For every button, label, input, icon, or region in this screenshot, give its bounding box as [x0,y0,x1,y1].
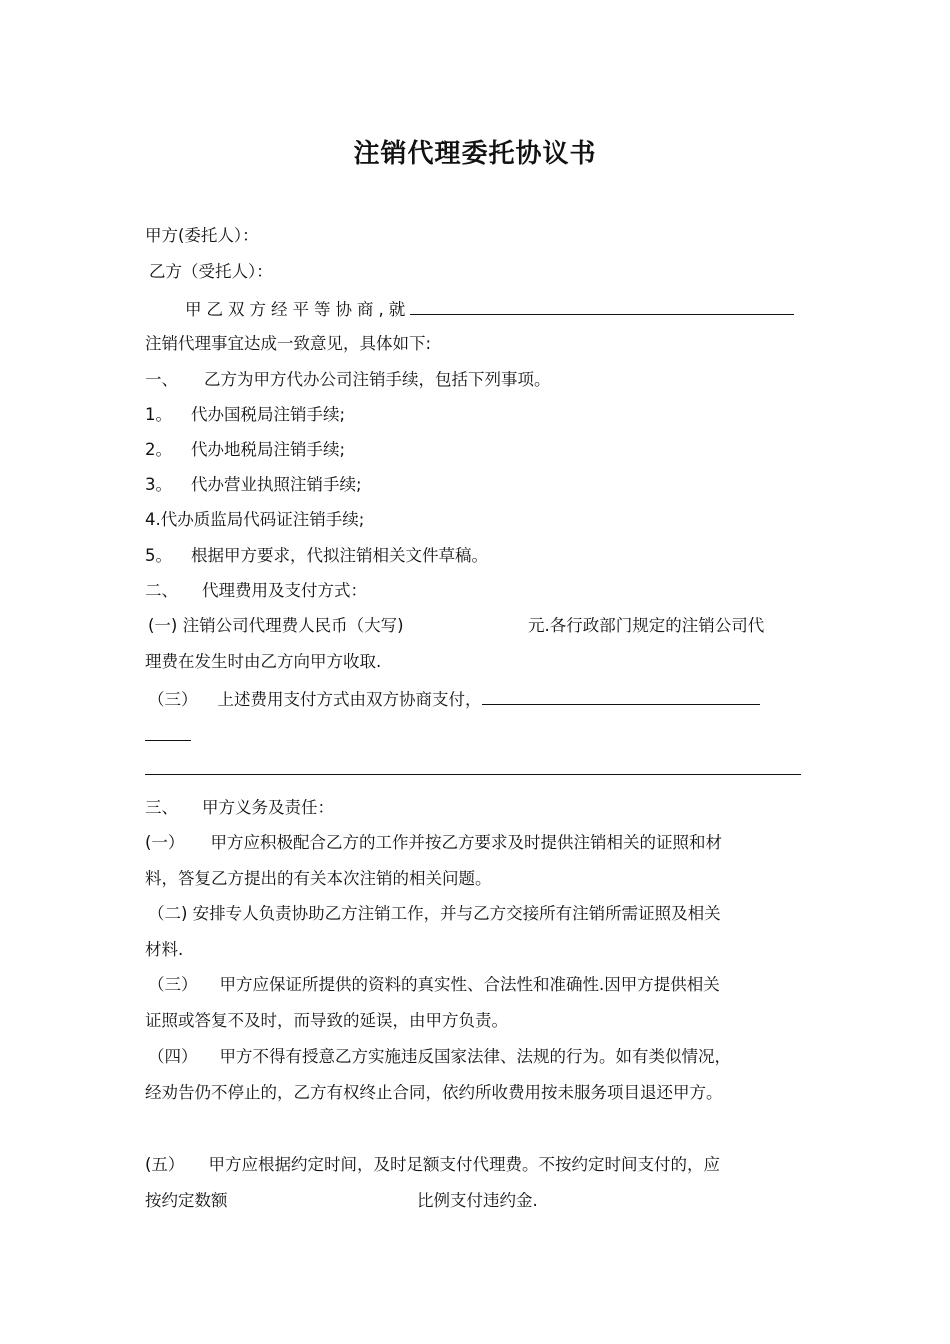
clause-3-5-cont-left: 按约定数额 [145,1191,228,1210]
section-text: 代理费用及支付方式： [202,581,367,600]
intro-line-1 [185,296,794,322]
blank-underline [145,756,801,775]
item-text: 代办国税局注销手续; [191,405,346,424]
blank-underline [482,686,760,705]
intro-text: 甲乙双方经平等协商,就 [185,300,411,319]
list-item [145,544,488,568]
clause-number: (五） [145,1155,185,1174]
blank-underline [145,722,191,741]
list-item [145,508,364,532]
section-number: 三、 [145,798,178,817]
clause-3-4-cont: 经劝告仍不停止的，乙方有权终止合同，依约所收费用按未服务项目退还甲方。 [145,1083,723,1102]
clause-3-4 [148,1045,731,1069]
item-text: 4.代办质监局代码证注销手续; [145,510,365,529]
clause-2-1-right: 元.各行政部门规定的注销公司代 [528,616,765,635]
item-text: 代办地税局注销手续; [191,440,346,459]
clause-2-1-cont: 理费在发生时由乙方向甲方收取. [145,652,382,671]
clause-text: 上述费用支付方式由双方协商支付， [217,690,482,709]
section-text: 乙方为甲方代办公司注销手续，包括下列事项。 [204,370,551,389]
clause-3-5-cont-right: 比例支付违约金. [417,1191,538,1210]
clause-text: 甲方不得有授意乙方实施违反国家法律、法规的行为。如有类似情况， [219,1047,731,1066]
section-3-heading [145,796,334,820]
clause-3-5 [145,1153,720,1177]
party-a-line: 甲方(委托人）： [145,226,259,245]
blank-line [145,722,191,748]
clause-number: (一） [145,833,185,852]
clause-2-3 [148,686,760,712]
clause-3-2-cont: 材料. [145,940,184,959]
clause-3-1 [145,831,722,855]
document-title: 注销代理委托协议书 [353,139,597,169]
item-number: 5。 [145,546,172,565]
clause-2-1-left: (一) 注销公司代理费人民币（大写) [148,616,404,635]
party-b-line: 乙方（受托人）： [149,262,273,281]
clause-text: 甲方应保证所提供的资料的真实性、合法性和准确性.因甲方提供相关 [219,975,720,994]
clause-number: （三） [148,690,198,709]
item-number: 2。 [145,440,172,459]
clause-text: 甲方应积极配合乙方的工作并按乙方要求及时提供注销相关的证照和材 [210,833,722,852]
clause-text: 甲方应根据约定时间，及时足额支付代理费。不按约定时间支付的，应 [208,1155,720,1174]
blank-line [145,756,801,782]
section-text: 甲方义务及责任： [202,798,334,817]
clause-3-3-cont: 证照或答复不及时，而导致的延误，由甲方负责。 [145,1011,508,1030]
section-number: 一、 [145,370,178,389]
intro-line-2: 注销代理事宜达成一致意见，具体如下: [145,334,432,353]
list-item [145,403,345,427]
item-number: 1。 [145,405,172,424]
item-text: 代办营业执照注销手续; [191,475,362,494]
blank-underline [410,296,794,315]
section-1-heading [145,368,551,392]
section-number: 二、 [145,581,178,600]
clause-3-1-cont: 料，答复乙方提出的有关本次注销的相关问题。 [145,869,492,888]
list-item [145,473,362,497]
item-text: 根据甲方要求，代拟注销相关文件草稿。 [191,546,488,565]
clause-number: （四） [148,1047,198,1066]
clause-3-3 [148,973,720,997]
clause-number: （三） [148,975,198,994]
clause-3-2: （二) 安排专人负责协助乙方注销工作，并与乙方交接所有注销所需证照及相关 [148,904,721,923]
section-2-heading [145,579,367,603]
item-number: 3。 [145,475,172,494]
list-item [145,438,345,462]
